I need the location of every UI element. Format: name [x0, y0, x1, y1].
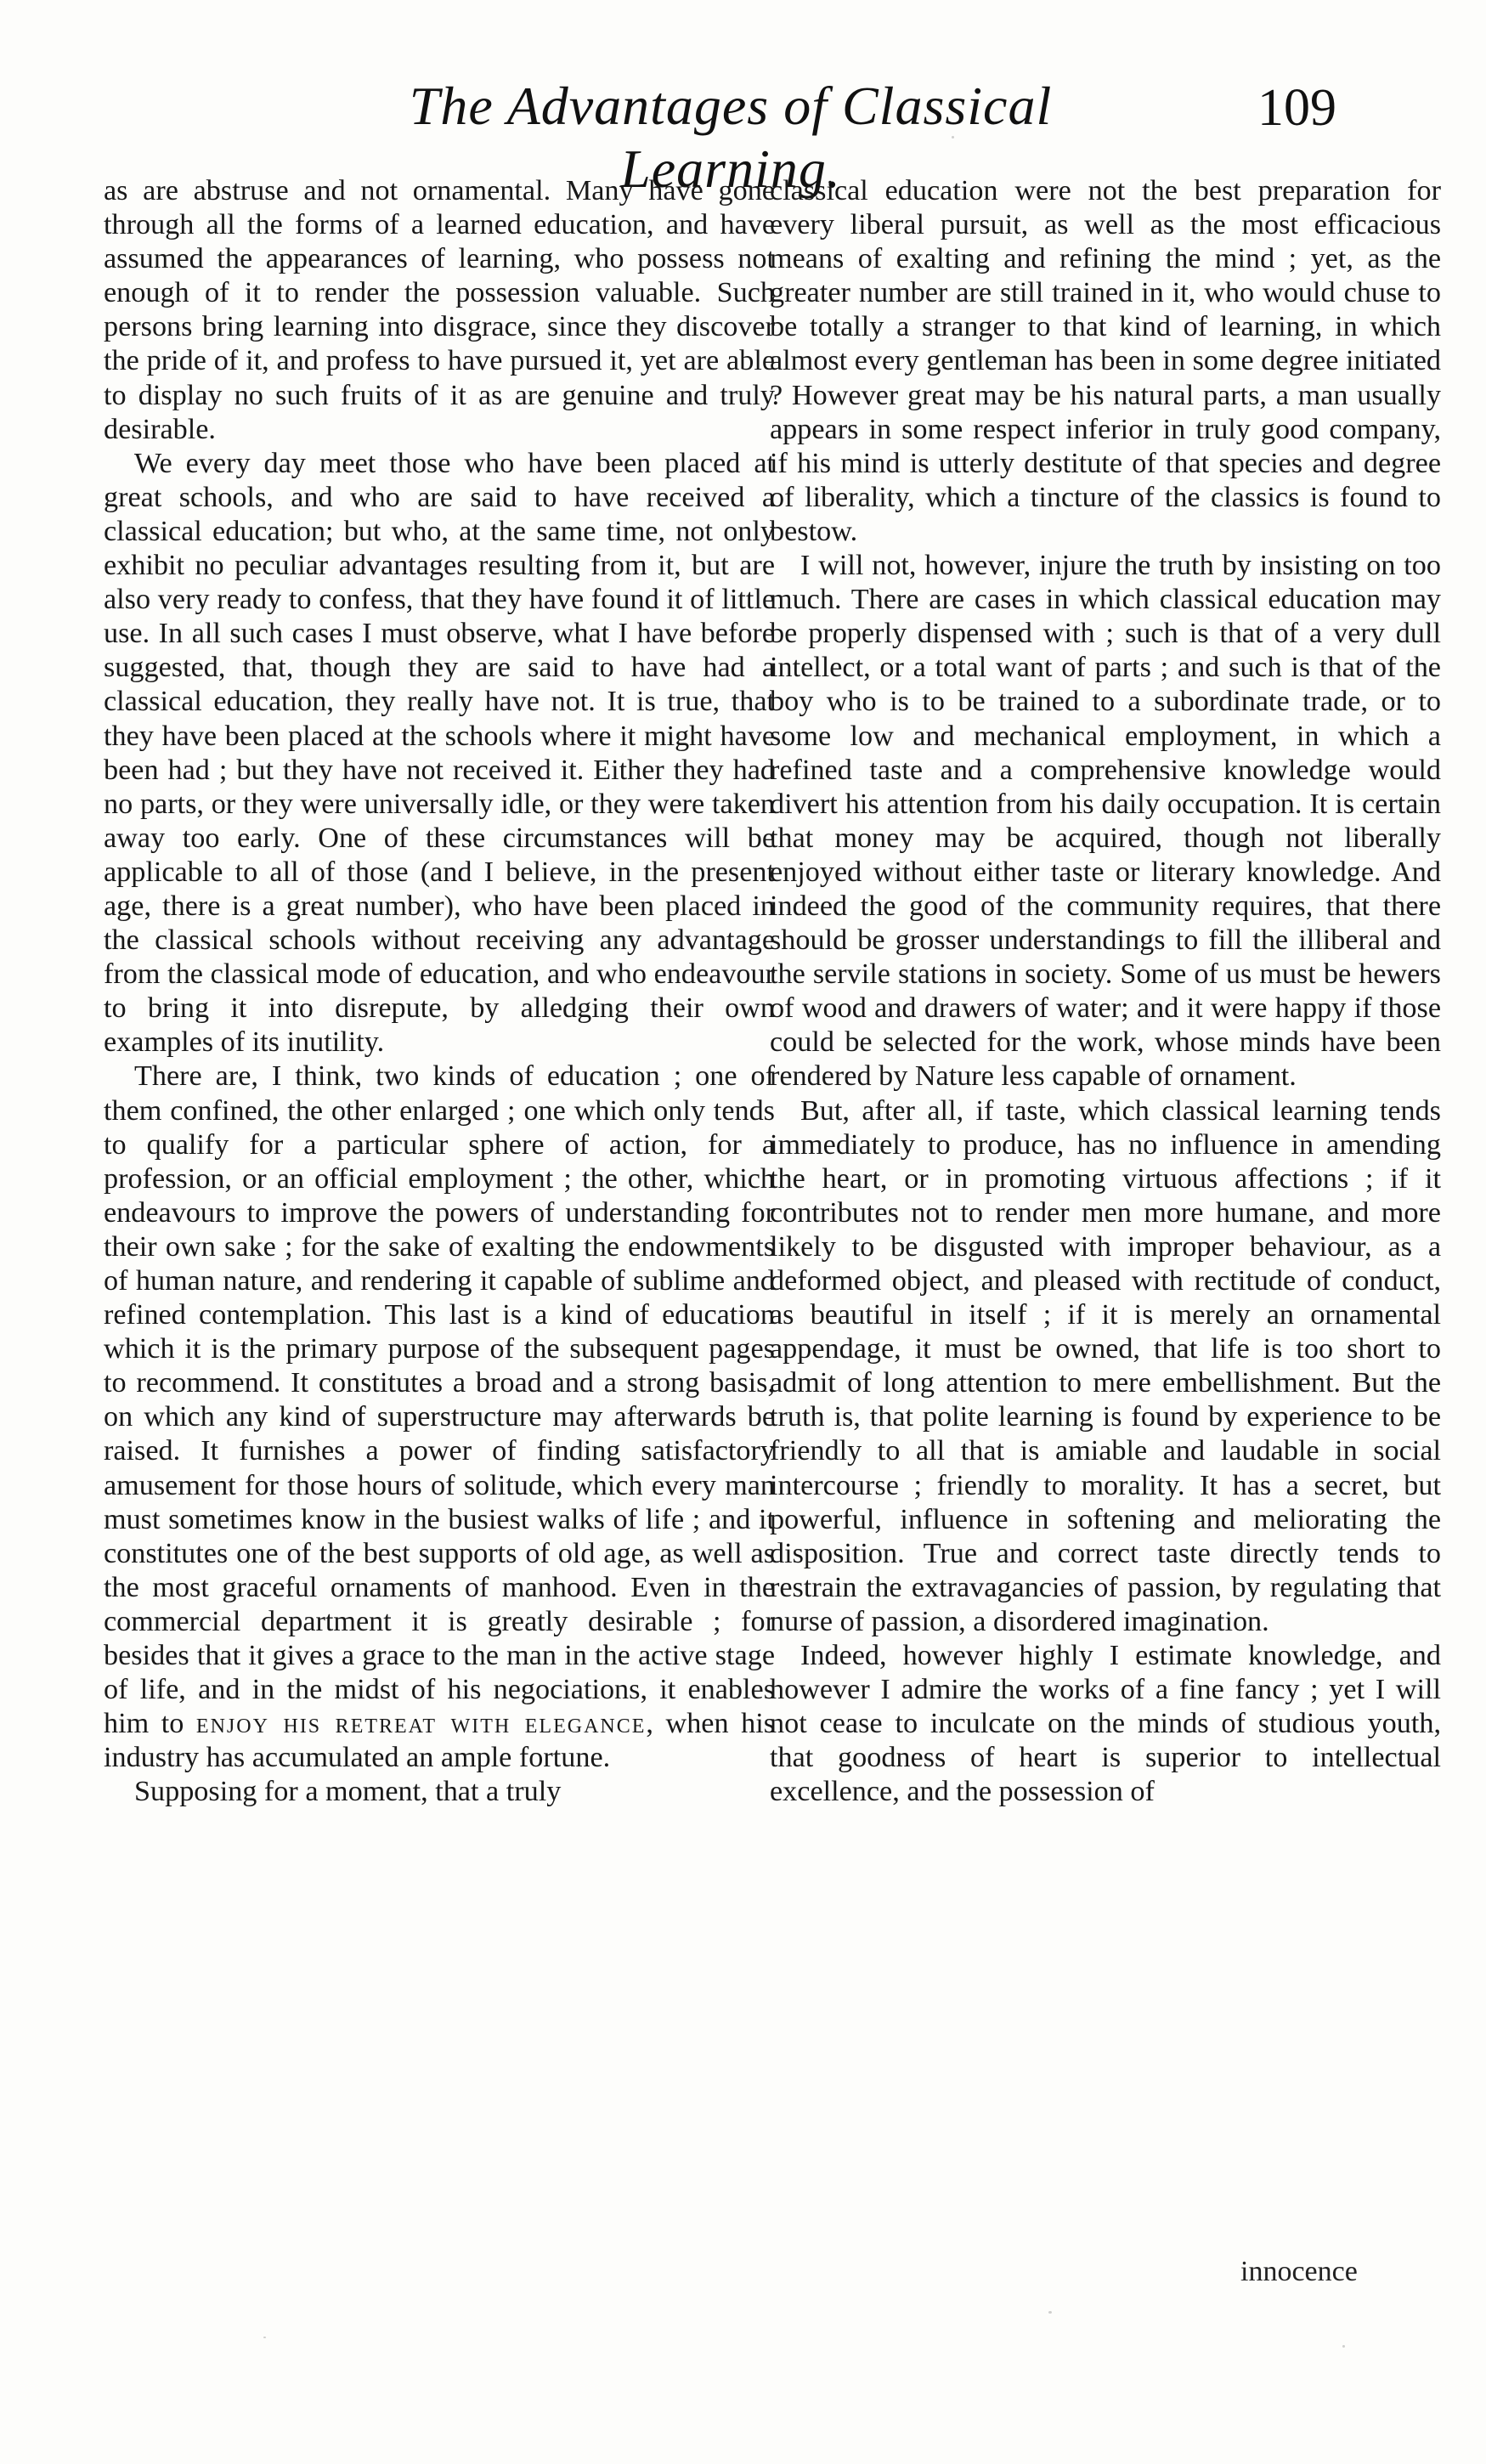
print-speck	[1048, 2311, 1052, 2314]
left-paragraph-3-end: , when his industry has accumulated an ample fortune.	[104, 1708, 776, 1774]
left-paragraph-3-smallcaps: enjoy his retreat with elegance	[195, 1708, 647, 1740]
right-paragraph-4: Indeed, however highly I estimate knowledge, and however I admire the works of a fine fancy ; yet I will not cease to inculcate on the minds of studious youth, that goodness of heart is superior to intellectual excellence, and the possession of	[770, 1640, 1441, 1808]
right-column	[770, 174, 1441, 1810]
left-paragraph-3-text: There are, I think, two kinds of education ; one of them confined, the other enlarged ; one which only tends to qualify for a particular sphere of action, for a profession, or an official employment ; the other, which endeavours to improve the powers of understanding for their own sake ; for the sake of exalting the endowments of human nature, and rendering it capable of sublime and refined contemplation. This last is a kind of education which it is the primary purpose of the subsequent pages to recommend. It constitutes a broad and a strong basis, on which any kind of superstructure may afterwards be raised. It furnishes a power of finding satisfactory amusement for those hours of solitude, which every man must sometimes know in the busiest walks of life ; and it constitutes one of the best supports of old age, as well as the most graceful ornaments of manhood. Even in the commercial department it is greatly desirable ; for besides that it gives a grace to the man in the active stage of life, and in the midst of his negociations, it enables him to	[104, 1060, 775, 1740]
page-number: 109	[1257, 79, 1336, 137]
print-speck	[263, 2337, 266, 2338]
left-paragraph-3	[104, 1060, 775, 1775]
left-column	[104, 174, 775, 1810]
right-paragraph-2: I will not, however, injure the truth by insisting on too much. There are cases in which classical education may be properly dispensed with ; such is that of a very dull intellect, or a total want of parts ; and such is that of the boy who is to be trained to a subordinate trade, or to some low and mechanical employment, in which a refined taste and a comprehensive knowledge would divert his attention from his daily occupation. It is certain that money may be acquired, though not liberally enjoyed without either taste or literary knowledge. And indeed the good of the community requires, that there should be grosser understandings to fill the illiberal and the servile stations in society. Some of us must be hewers of wood and drawers of water; and it were happy if those could be selected for the work, whose minds have been rendered by Nature less capable of ornament.	[770, 550, 1441, 1093]
left-paragraph-4: Supposing for a moment, that a truly	[134, 1776, 562, 1808]
print-speck	[952, 136, 954, 138]
left-paragraph-1: as are abstruse and not ornamental. Many have gone through all the forms of a learned education, and have assumed the appearances of learning, who possess not enough of it to render the possession valuable. Such persons bring learning into disgrace, since they discover the pride of it, and profess to have pursued it, yet are able to display no such fruits of it as are genuine and truly desirable.	[104, 175, 775, 445]
right-paragraph-3: But, after all, if taste, which classical learning tends immediately to produce, has no influence in amending the heart, or in promoting virtuous affections ; if it contributes not to render men more humane, and more likely to be disgusted with improper behaviour, as a deformed object, and pleased with rectitude of conduct, as beautiful in itself ; if it is merely an ornamental appendage, it must be owned, that life is too short to admit of long attention to mere embellishment. But the truth is, that polite learning is found by experience to be friendly to all that is amiable and laudable in social intercourse ; friendly to morality. It has a secret, but powerful, influence in softening and meliorating the disposition. True and correct taste directly tends to restrain the extravagancies of passion, by regulating that nurse of passion, a disordered imagination.	[770, 1094, 1441, 1637]
catchword: innocence	[1240, 2256, 1358, 2287]
print-speck	[1342, 2345, 1345, 2348]
right-paragraph-1: classical education were not the best preparation for every liberal pursuit, as well as the most efficacious means of exalting and refining the mind ; yet, as the greater number are still trained in it, who would chuse to be totally a stranger to that kind of learning, in which almost every gentleman has been in some degree initiated ? However great may be his natural parts, a man usually appears in some respect inferior in truly good company, if his mind is utterly destitute of that species and degree of liberality, which a tincture of the classics is found to bestow.	[770, 175, 1441, 547]
running-title: The Advantages of Classical Learning.	[409, 76, 1053, 199]
left-paragraph-2: We every day meet those who have been placed at great schools, and who are said to have received a classical education; but who, at the same time, not only exhibit no peculiar advantages resulting from it, but are also very ready to confess, that they have found it of little use. In all such cases I must observe, what I have before suggested, that, though they are said to have had a classical education, they really have not. It is true, that they have been placed at the schools where it might have been had ; but they have not received it. Either they had no parts, or they were universally idle, or they were taken away too early. One of these circumstances will be applicable to all of those (and I believe, in the present age, there is a great number), who have been placed in the classical schools without receiving any advantage from the classical mode of education, and who endeavour to bring it into disrepute, by alledging their own examples of its inutility.	[104, 447, 775, 1059]
